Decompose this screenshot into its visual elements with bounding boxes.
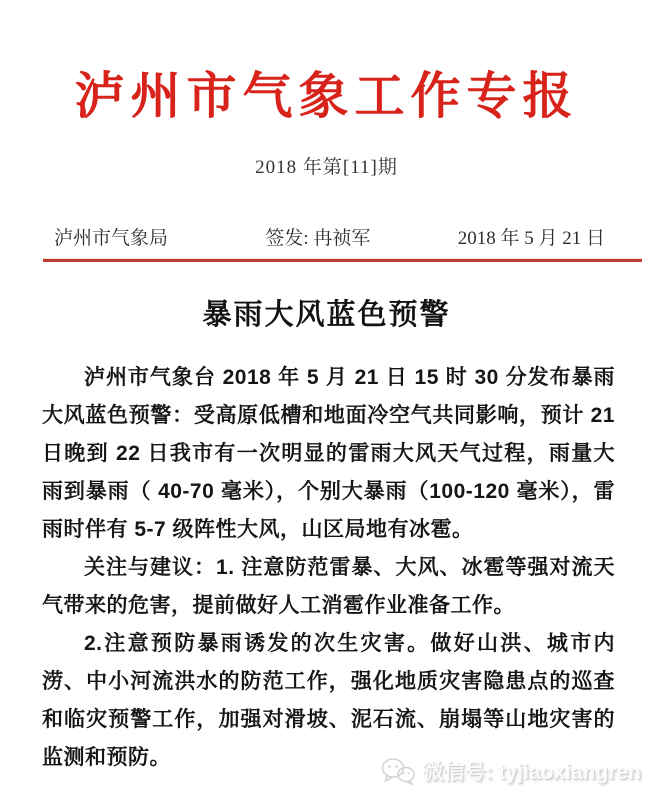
paragraph-advice-1 (42, 549, 615, 625)
issue-number: 2018 年第[11]期 (255, 156, 398, 178)
wechat-watermark (380, 756, 641, 786)
wechat-icon (380, 757, 416, 785)
advice-1-text: 1. 注意防范雷暴、大风、冰雹等强对流天气带来的危害，提前做好人工消雹作业准备工作。 (42, 555, 615, 617)
advice-lead-label: 关注与建议： (84, 555, 217, 579)
issuing-agency: 泸州市气象局 (54, 227, 169, 249)
paragraph-advice-2: 2.注意预防暴雨诱发的次生灾害。做好山洪、城市内涝、中小河流洪水的防范工作，强化地质灾害隐患点的巡查和临灾预警工作，加强对滑坡、泥石流、崩塌等山地灾害的监测和预防。 (42, 631, 615, 769)
document-body (42, 359, 615, 777)
masthead-title: 泸州市气象工作专报 (74, 68, 579, 124)
warning-title: 暴雨大风蓝色预警 (202, 298, 451, 331)
wechat-id-text: 微信号: tyjiaoxiangren (422, 761, 641, 784)
issue-date: 2018 年 5 月 21 日 (457, 227, 605, 249)
signer: 签发: 冉祯军 (265, 227, 371, 249)
header-divider (43, 258, 642, 262)
header-row (54, 223, 605, 250)
paragraph-forecast: 泸州市气象台 2018 年 5 月 21 日 15 时 30 分发布暴雨大风蓝色预警：受高原低槽和地面冷空气共同影响，预计 21 日晚到 22 日我市有一次明显的雷雨大风天气过程，雨量大雨到暴雨（ 40-70 毫米），个别大暴雨（100-120 毫米），雷雨时伴有 5-7 级阵性大风，山区局地有冰雹。 (42, 365, 615, 541)
